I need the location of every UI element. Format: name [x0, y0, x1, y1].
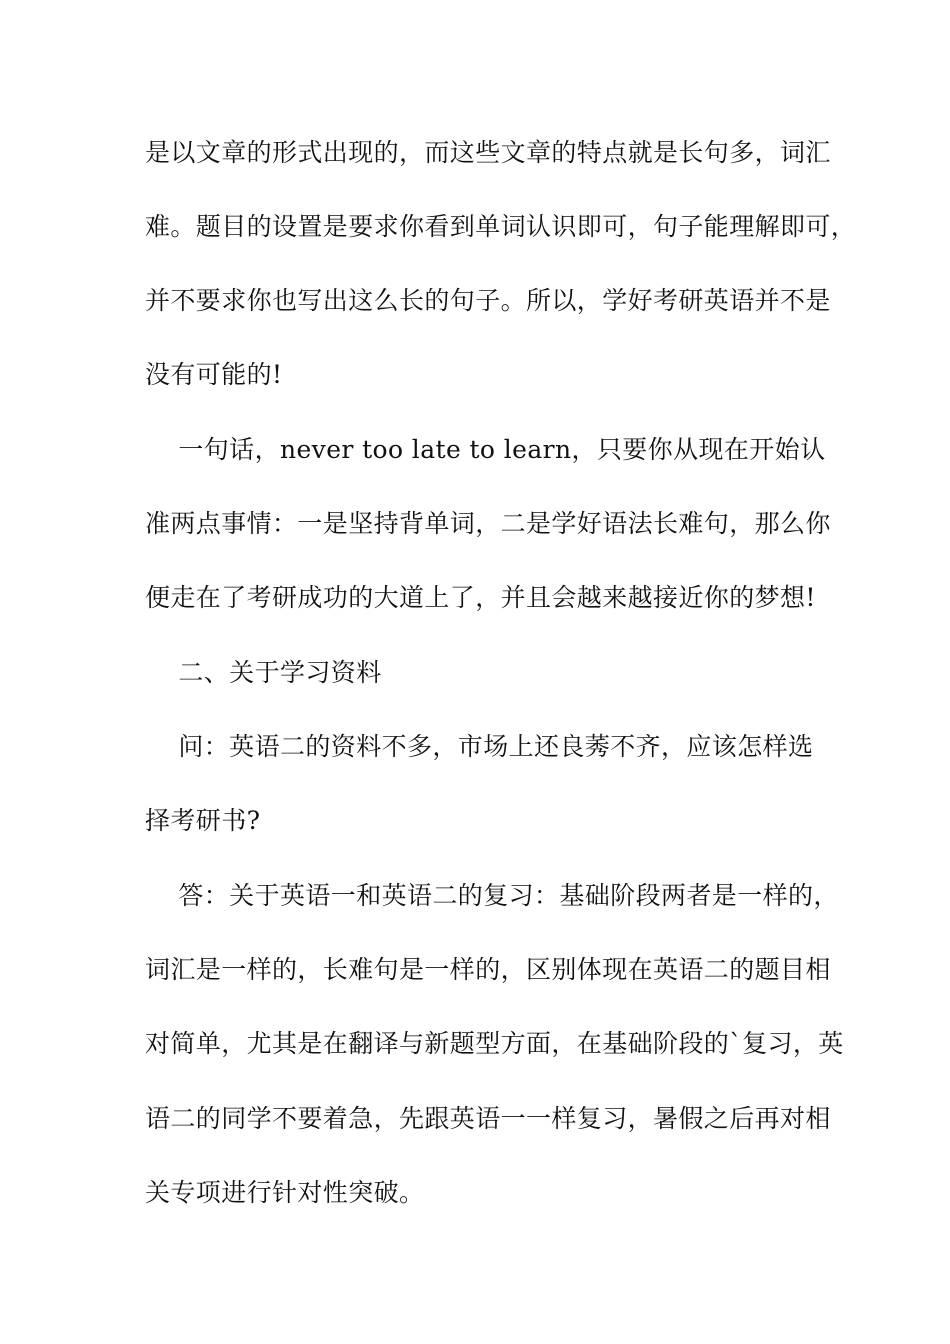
text-line: 择考研书?	[145, 806, 261, 835]
text-line: 一句话，never too late to learn，只要你从现在开始认	[145, 435, 826, 464]
text-line: 并不要求你也写出这么长的句子。所以，学好考研英语并不是	[145, 286, 831, 315]
text-line: 词汇是一样的，长难句是一样的，区别体现在英语二的题目相	[145, 955, 831, 984]
text-line: 便走在了考研成功的大道上了，并且会越来越接近你的梦想!	[145, 583, 816, 612]
section-heading: 二、关于学习资料	[145, 658, 382, 687]
text-line: 难。题目的设置是要求你看到单词认识即可，句子能理解即可，	[145, 212, 857, 241]
text-line: 准两点事情：一是坚持背单词，二是学好语法长难句，那么你	[145, 509, 831, 538]
text-line: 是以文章的形式出现的，而这些文章的特点就是长句多，词汇	[145, 138, 831, 167]
text-line: 关专项进行针对性突破。	[145, 1178, 425, 1207]
text-line: 问：英语二的资料不多，市场上还良莠不齐，应该怎样选	[145, 732, 814, 761]
text-line: 语二的同学不要着急，先跟英语一一样复习，暑假之后再对相	[145, 1104, 831, 1133]
text-line: 对简单，尤其是在翻译与新题型方面，在基础阶段的`复习，英	[145, 1029, 844, 1058]
text-line: 答：关于英语一和英语二的复习：基础阶段两者是一样的，	[145, 881, 839, 910]
text-line: 没有可能的!	[145, 360, 283, 389]
